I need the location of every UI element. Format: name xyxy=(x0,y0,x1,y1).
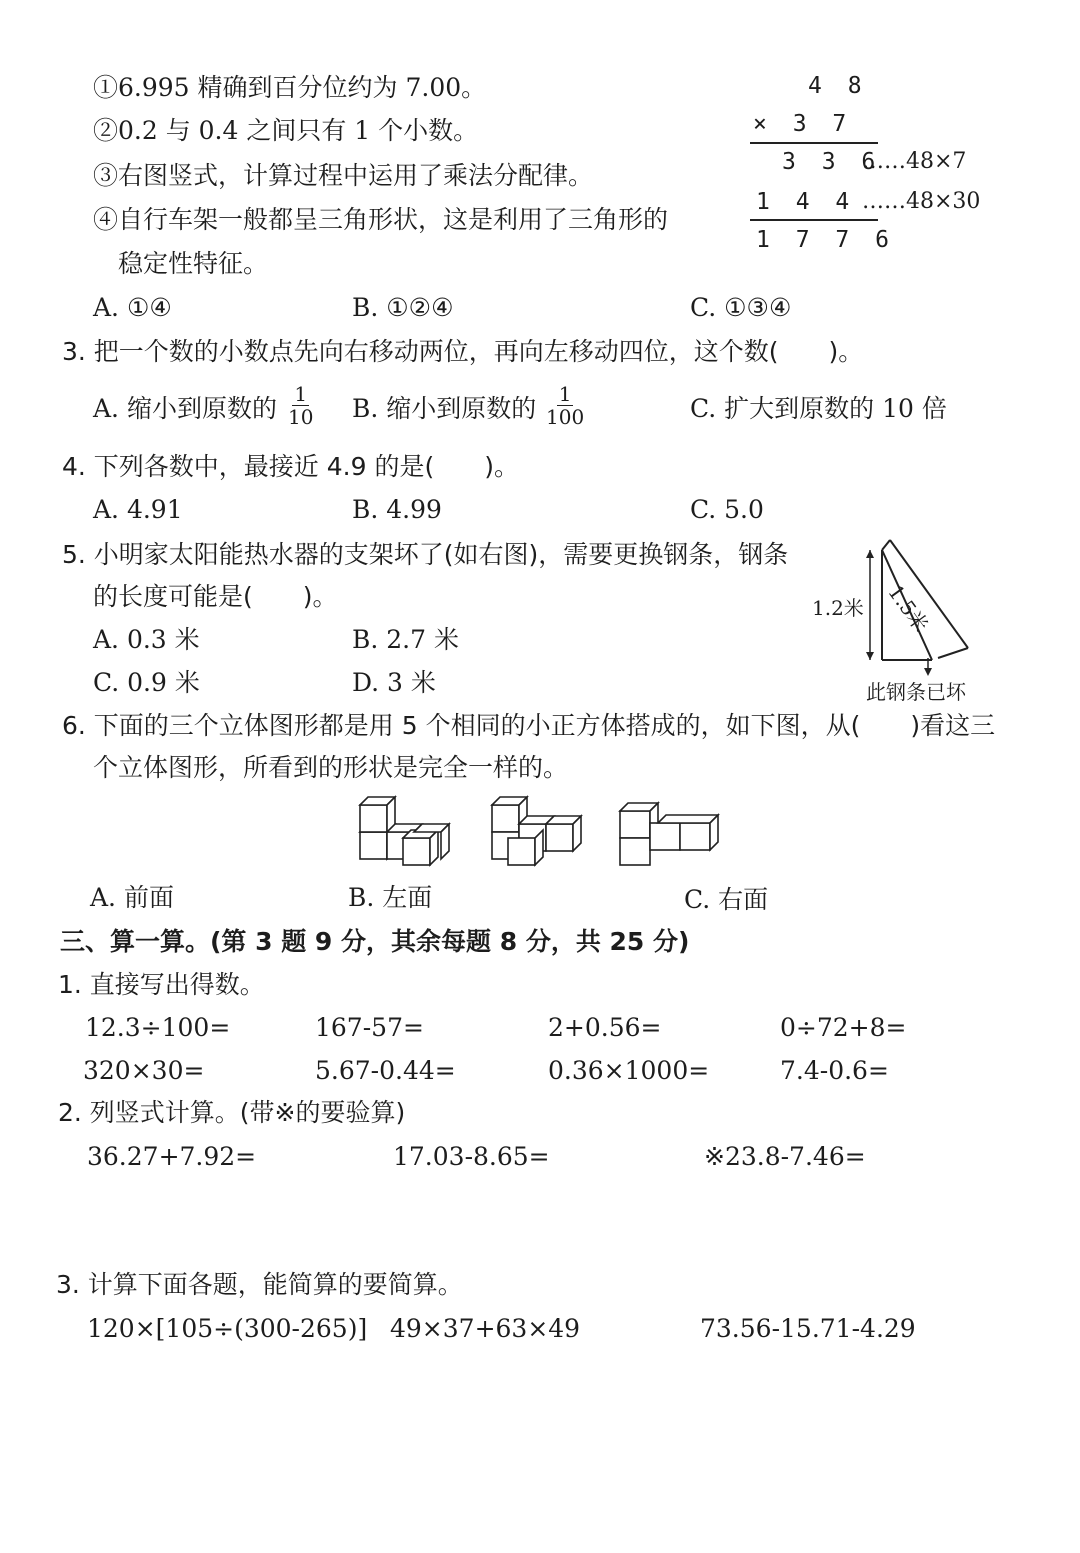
q4-stem: 4. 下列各数中，最接近 4.9 的是( )。 xyxy=(62,452,519,481)
fraction-numerator: 1 xyxy=(558,382,572,406)
oral-calc-item: 5.67-0.44= xyxy=(315,1056,456,1085)
vertical-calc-item: 17.03-8.65= xyxy=(393,1142,550,1171)
calc-result: 1 7 7 6 xyxy=(756,227,895,253)
cube-figure-1 xyxy=(358,794,458,869)
q2-option-a[interactable]: A. ①④ xyxy=(93,293,172,322)
oral-calc-item: 2+0.56= xyxy=(548,1013,662,1042)
q5-option-a[interactable]: A. 0.3 米 xyxy=(93,625,200,654)
oral-calc-item: 7.4-0.6= xyxy=(780,1056,889,1085)
q6-option-a[interactable]: A. 前面 xyxy=(90,883,174,912)
calc-partial-1-note: ……48×7 xyxy=(862,149,967,174)
q3-option-a-fraction xyxy=(288,383,313,428)
oral-calc-item: 0.36×1000= xyxy=(548,1056,710,1085)
calc-rule-2 xyxy=(750,219,880,222)
q5-stem-line1: 5. 小明家太阳能热水器的支架坏了(如右图)，需要更换钢条，钢条 xyxy=(62,540,789,569)
bracket-vertical-label: 1.2米 xyxy=(812,596,864,620)
q6-option-b[interactable]: B. 左面 xyxy=(348,883,433,912)
q2-statement-3: ③右图竖式，计算过程中运用了乘法分配律。 xyxy=(93,161,594,190)
calc-rule-1 xyxy=(750,142,880,145)
q2-statement-2: ②0.2 与 0.4 之间只有 1 个小数。 xyxy=(93,116,479,145)
q2-statement-4-cont: 稳定性特征。 xyxy=(118,249,269,278)
calc-multiplicand: 4 8 xyxy=(808,73,868,99)
q5-option-d[interactable]: D. 3 米 xyxy=(352,668,436,697)
oral-calc-item: 167-57= xyxy=(315,1013,424,1042)
oral-calc-item: 0÷72+8= xyxy=(780,1013,907,1042)
q5-option-b[interactable]: B. 2.7 米 xyxy=(352,625,459,654)
q6-option-c[interactable]: C. 右面 xyxy=(684,885,769,914)
q5-option-c[interactable]: C. 0.9 米 xyxy=(93,668,200,697)
calc-partial-2-note: ……48×30 xyxy=(862,189,981,214)
q2-option-c[interactable]: C. ①③④ xyxy=(690,293,792,322)
q6-stem-line2: 个立体图形，所看到的形状是完全一样的。 xyxy=(93,753,569,782)
q4-option-a[interactable]: A. 4.91 xyxy=(93,495,183,524)
q3-stem: 3. 把一个数的小数点先向右移动两位，再向左移动四位，这个数( )。 xyxy=(62,337,864,366)
simplify-calc-item: 73.56-15.71-4.29 xyxy=(700,1314,916,1343)
part1-title: 1. 直接写出得数。 xyxy=(58,970,265,999)
section3-title: 三、算一算。(第 3 题 9 分，其余每题 8 分，共 25 分) xyxy=(60,927,690,956)
calc-multiplier: × 3 7 xyxy=(753,111,853,137)
bracket-diagram xyxy=(850,530,1030,680)
q3-option-c[interactable]: C. 扩大到原数的 10 倍 xyxy=(690,394,947,423)
q2-statement-4: ④自行车架一般都呈三角形状，这是利用了三角形的 xyxy=(93,205,669,234)
part2-title: 2. 列竖式计算。(带※的要验算) xyxy=(58,1098,406,1127)
simplify-calc-item: 120×[105÷(300-265)] xyxy=(87,1314,368,1343)
q3-option-b-text[interactable]: B. 缩小到原数的 xyxy=(352,394,537,423)
simplify-calc-item: 49×37+63×49 xyxy=(390,1314,581,1343)
q5-stem-line2: 的长度可能是( )。 xyxy=(93,582,338,611)
q2-option-b[interactable]: B. ①②④ xyxy=(352,293,454,322)
fraction-numerator: 1 xyxy=(294,382,308,406)
oral-calc-item: 12.3÷100= xyxy=(85,1013,231,1042)
fraction-denominator: 10 xyxy=(288,405,314,429)
cube-figure-3 xyxy=(618,800,728,875)
calc-partial-2: 1 4 4 xyxy=(756,189,856,215)
q2-statement-1: ①6.995 精确到百分位约为 7.00。 xyxy=(93,73,487,102)
part3-title: 3. 计算下面各题，能简算的要简算。 xyxy=(56,1270,463,1299)
cube-figure-2 xyxy=(490,794,590,869)
q3-option-b-fraction xyxy=(546,383,584,428)
vertical-calc-item: 36.27+7.92= xyxy=(87,1142,257,1171)
q4-option-b[interactable]: B. 4.99 xyxy=(352,495,442,524)
bracket-broken-label: 此钢条已坏 xyxy=(866,680,966,704)
bracket-slant-label: 1.5米 xyxy=(883,580,934,637)
fraction-denominator: 100 xyxy=(546,405,585,429)
q6-stem-line1: 6. 下面的三个立体图形都是用 5 个相同的小正方体搭成的，如下图，从( )看这三 xyxy=(62,711,996,740)
q4-option-c[interactable]: C. 5.0 xyxy=(690,495,764,524)
calc-partial-1: 3 3 6 xyxy=(782,149,882,175)
oral-calc-item: 320×30= xyxy=(83,1056,205,1085)
q3-option-a-text[interactable]: A. 缩小到原数的 xyxy=(93,394,277,423)
vertical-calc-item: ※23.8-7.46= xyxy=(704,1142,866,1171)
